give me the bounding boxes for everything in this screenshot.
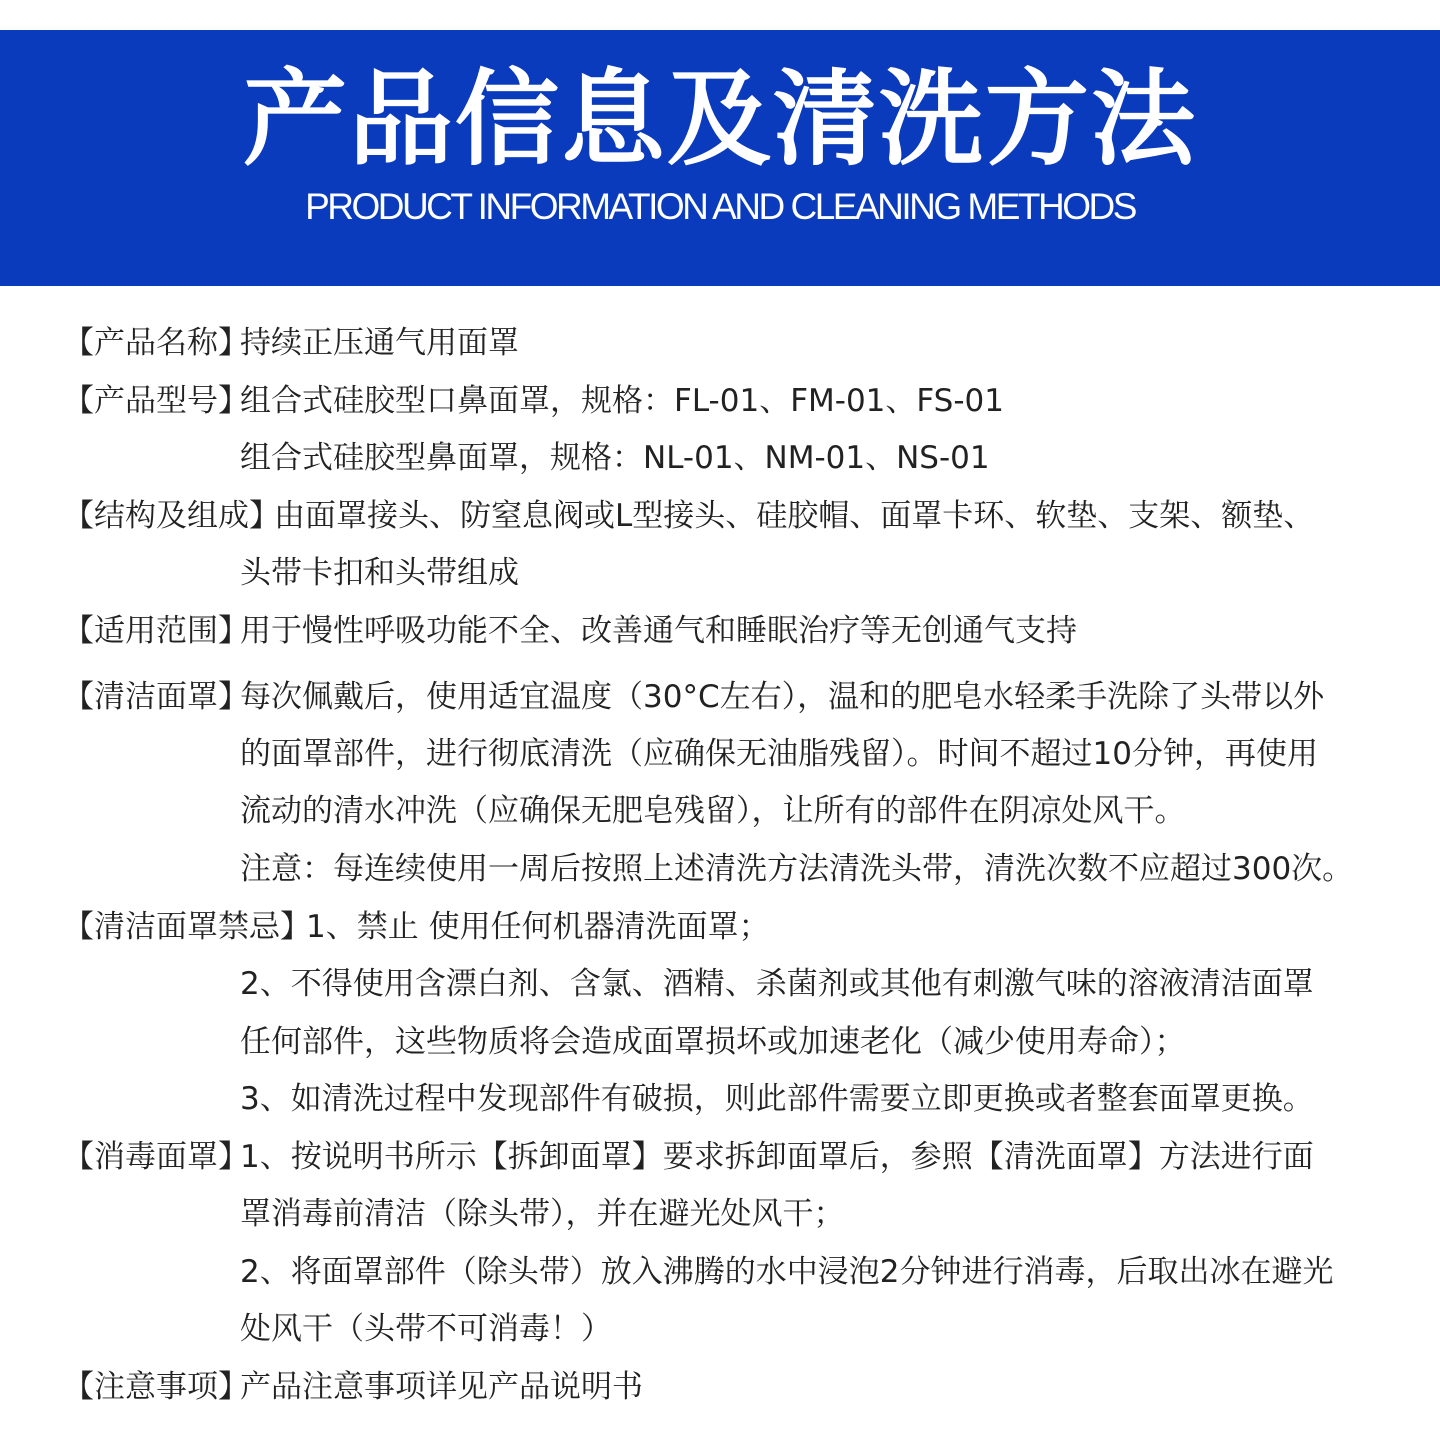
info-text: 1、按说明书所示【拆卸面罩】要求拆卸面罩后，参照【清洗面罩】方法进行面 [240, 1139, 1314, 1175]
info-text: 罩消毒前清洁（除头带），并在避光处风干； [240, 1196, 845, 1232]
info-text: 的面罩部件，进行彻底清洗（应确保无油脂残留）。时间不超过10分钟，再使用 [240, 736, 1318, 772]
info-label: 【结构及组成】 [63, 498, 280, 534]
info-text: 2、不得使用含漂白剂、含氯、酒精、杀菌剂或其他有刺激气味的溶液清洁面罩 [240, 966, 1314, 1002]
info-text: 产品注意事项详见产品说明书 [240, 1369, 643, 1405]
info-text: 流动的清水冲洗（应确保无肥皂残留），让所有的部件在阴凉处风干。 [240, 793, 1186, 829]
info-text: 组合式硅胶型口鼻面罩，规格：FL-01、FM-01、FS-01 [240, 383, 1004, 419]
info-text: 任何部件，这些物质将会造成面罩损坏或加速老化（减少使用寿命）； [240, 1024, 1186, 1060]
info-text: 头带卡扣和头带组成 [240, 555, 519, 591]
info-label: 【清洁面罩禁忌】 [63, 909, 311, 945]
info-text: 处风干（头带不可消毒！） [240, 1311, 612, 1347]
info-label: 【适用范围】 [63, 613, 249, 649]
page-title: 产品信息及清洗方法 [242, 58, 1197, 180]
info-label: 【产品名称】 [63, 325, 249, 361]
info-text: 用于慢性呼吸功能不全、改善通气和睡眠治疗等无创通气支持 [240, 613, 1077, 649]
info-label: 【清洁面罩】 [63, 679, 249, 715]
info-label: 【消毒面罩】 [63, 1139, 249, 1175]
info-label: 【注意事项】 [63, 1369, 249, 1405]
page-subtitle: PRODUCT INFORMATION AND CLEANING METHODS [305, 186, 1135, 227]
info-text: 2、将面罩部件（除头带）放入沸腾的水中浸泡2分钟进行消毒，后取出冰在避光 [240, 1254, 1334, 1290]
info-text: 每次佩戴后，使用适宜温度（30°C左右），温和的肥皂水轻柔手洗除了头带以外 [240, 679, 1325, 715]
info-text: 组合式硅胶型鼻面罩，规格：NL-01、NM-01、NS-01 [240, 440, 990, 476]
info-label: 【产品型号】 [63, 383, 249, 419]
info-text: 由面罩接头、防窒息阀或L型接头、硅胶帽、面罩卡环、软垫、支架、额垫、 [274, 498, 1315, 534]
info-text: 3、如清洗过程中发现部件有破损，则此部件需要立即更换或者整套面罩更换。 [240, 1081, 1314, 1117]
info-text: 持续正压通气用面罩 [240, 325, 519, 361]
info-text: 1、禁止 使用任何机器清洗面罩； [306, 909, 770, 945]
info-text: 注意：每连续使用一周后按照上述清洗方法清洗头带，清洗次数不应超过300次。 [240, 851, 1354, 887]
